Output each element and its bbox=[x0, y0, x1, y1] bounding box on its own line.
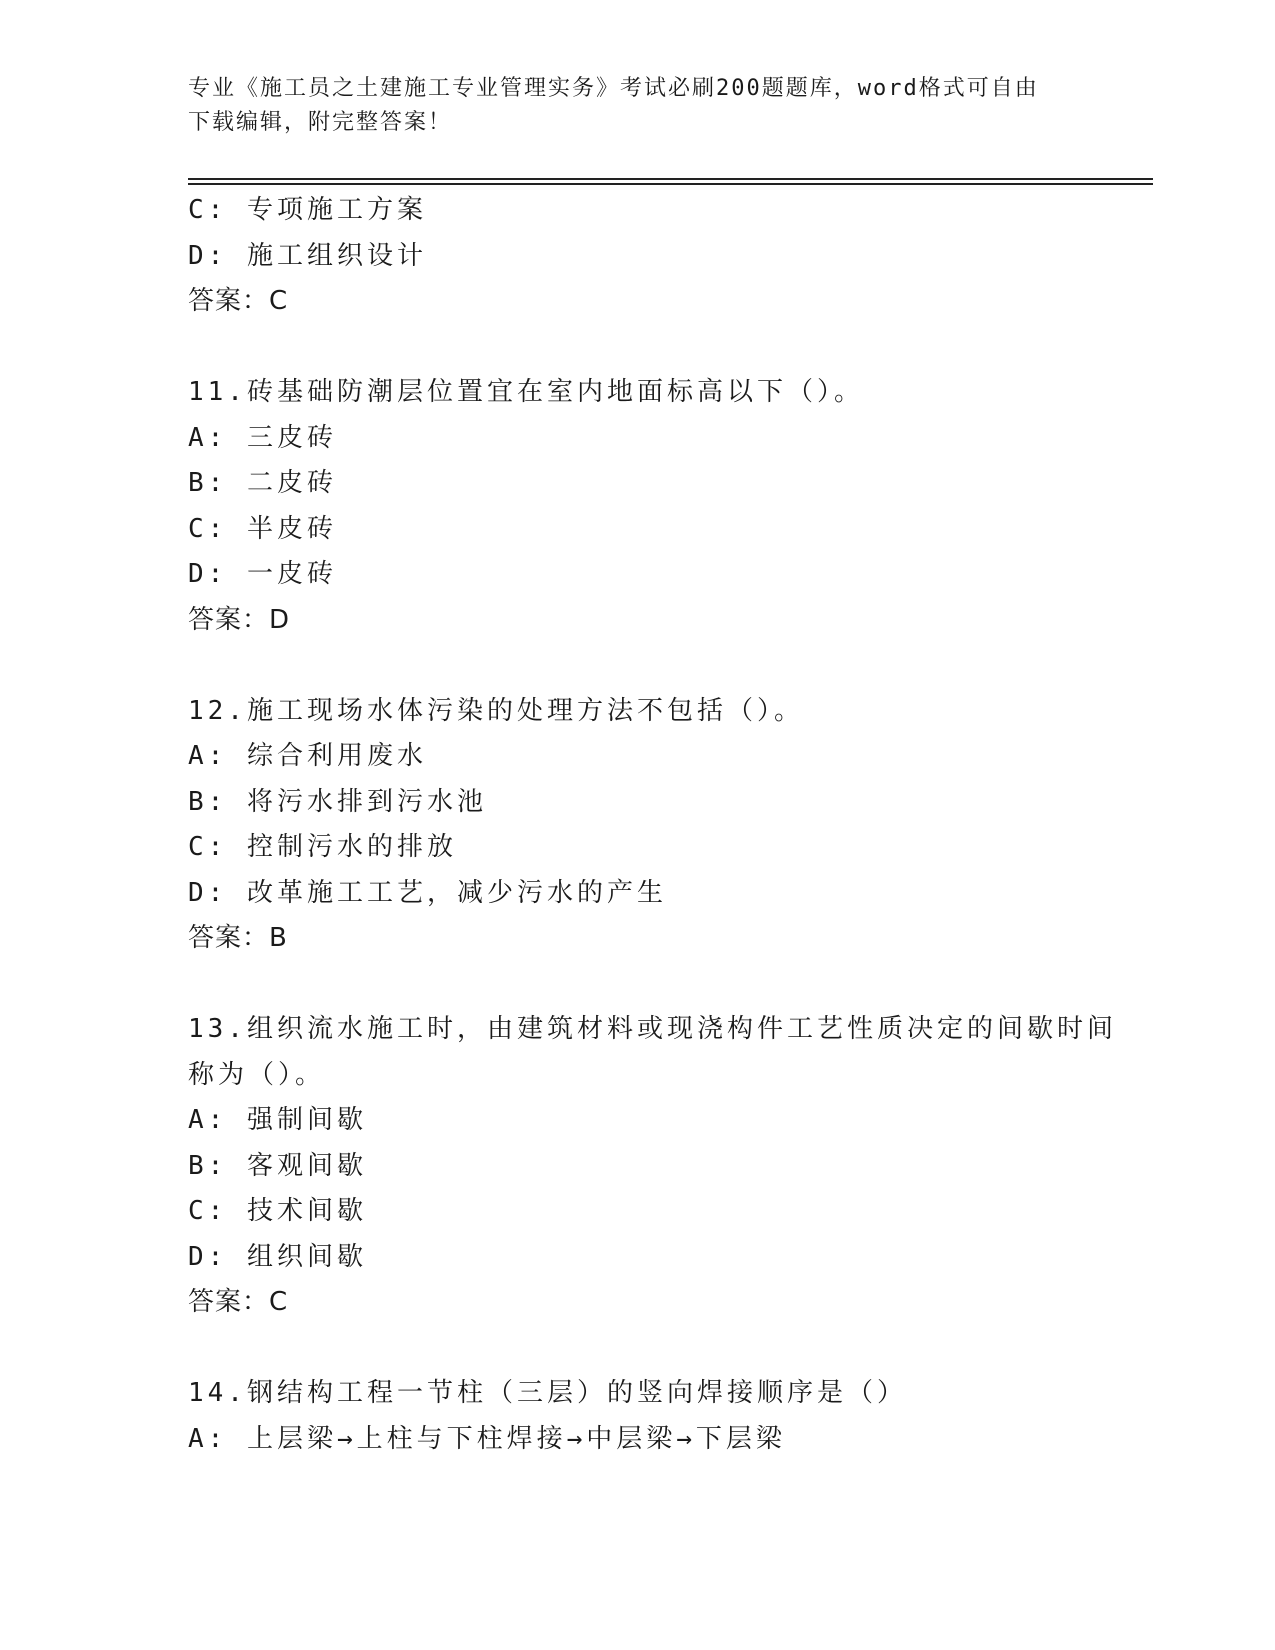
question-stem-line-1: 13.组织流水施工时，由建筑材料或现浇构件工艺性质决定的间歇时间 bbox=[188, 1014, 1117, 1044]
option-a: A: 上层梁→上柱与下柱焊接→中层梁→下层梁 bbox=[188, 1423, 786, 1454]
option-d: D: 施工组织设计 bbox=[188, 240, 427, 271]
answer-line: 答案：C bbox=[188, 1287, 289, 1317]
question-12 bbox=[188, 689, 1148, 962]
answer-line: 答案：C bbox=[188, 286, 289, 316]
question-10-continued bbox=[188, 188, 1148, 325]
option-a: A: 综合利用废水 bbox=[188, 741, 427, 771]
option-d: D: 改革施工工艺，减少污水的产生 bbox=[188, 877, 667, 908]
question-stem-line-2: 称为（）。 bbox=[188, 1059, 326, 1090]
question-stem: 11.砖基础防潮层位置宜在室内地面标高以下（）。 bbox=[188, 377, 864, 407]
option-c: C: 控制污水的排放 bbox=[188, 832, 457, 862]
header-divider-top bbox=[188, 178, 1153, 180]
question-stem: 12.施工现场水体污染的处理方法不包括（）。 bbox=[188, 695, 804, 726]
question-14 bbox=[188, 1371, 1148, 1462]
question-stem: 14.钢结构工程一节柱（三层）的竖向焊接顺序是（） bbox=[188, 1378, 907, 1408]
option-c: C: 技术间歇 bbox=[188, 1196, 367, 1226]
header-line-2: 下载编辑，附完整答案！ bbox=[188, 110, 453, 135]
answer-line: 答案：B bbox=[188, 923, 288, 953]
question-11 bbox=[188, 370, 1148, 643]
option-a: A: 强制间歇 bbox=[188, 1105, 367, 1135]
answer-line: 答案：D bbox=[188, 604, 291, 635]
document-body bbox=[188, 188, 1148, 1462]
question-13 bbox=[188, 1007, 1148, 1326]
option-c: C: 专项施工方案 bbox=[188, 195, 427, 225]
header-divider-bottom bbox=[188, 183, 1153, 185]
option-b: B: 二皮砖 bbox=[188, 468, 337, 498]
option-a: A: 三皮砖 bbox=[188, 422, 337, 453]
option-c: C: 半皮砖 bbox=[188, 513, 337, 544]
document-header bbox=[188, 72, 1088, 140]
option-d: D: 一皮砖 bbox=[188, 559, 337, 589]
option-d: D: 组织间歇 bbox=[188, 1241, 367, 1272]
option-b: B: 客观间歇 bbox=[188, 1150, 367, 1181]
header-line-1: 专业《施工员之土建施工专业管理实务》考试必刷200题题库，word格式可自由 bbox=[188, 76, 1039, 101]
option-b: B: 将污水排到污水池 bbox=[188, 786, 487, 817]
